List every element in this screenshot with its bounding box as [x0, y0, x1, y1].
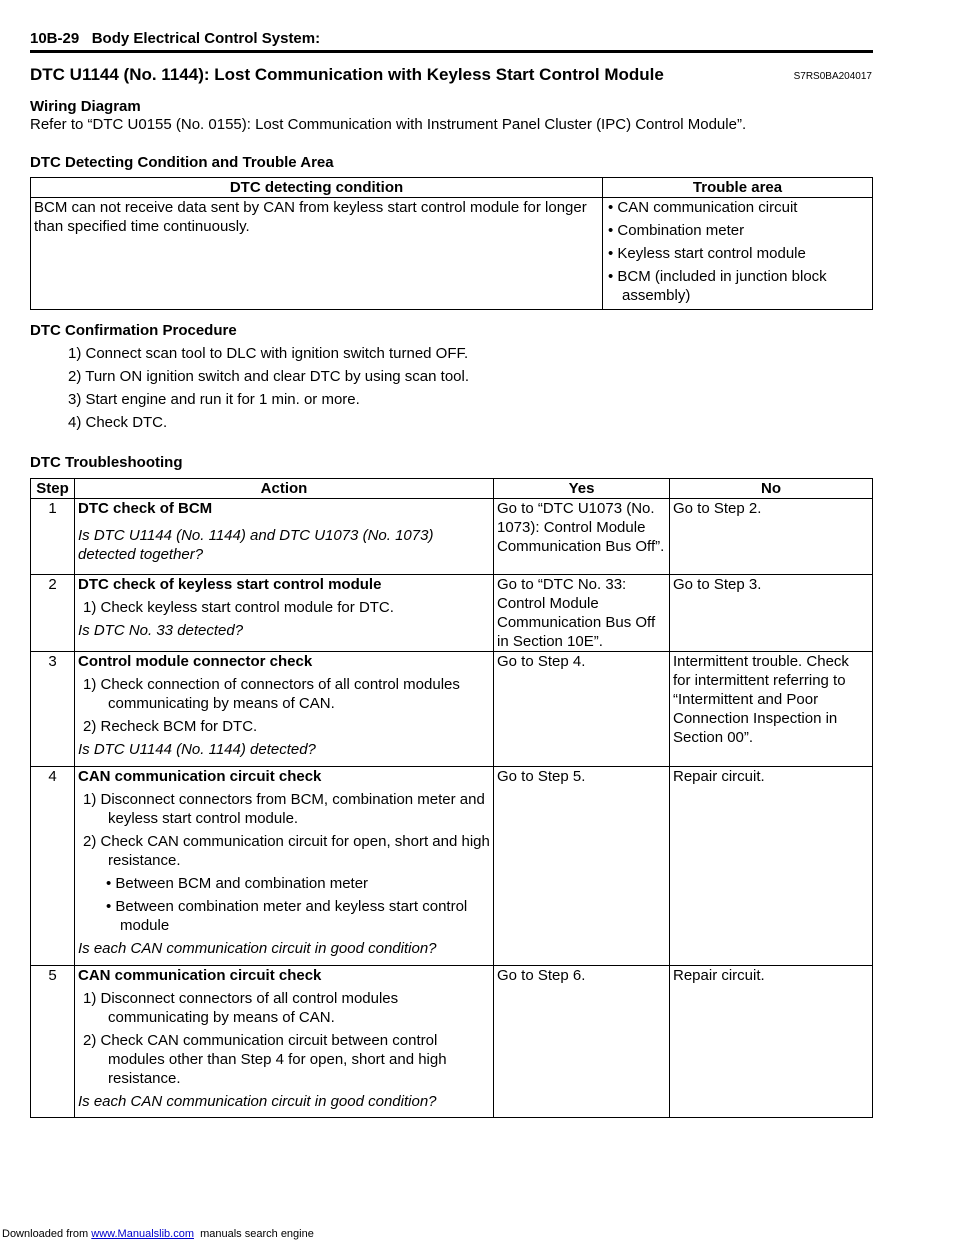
table-row — [31, 652, 873, 767]
step-question: Is DTC U1144 (No. 1144) and DTC U1073 (No. 1073) detected together? — [78, 527, 434, 563]
action-item: 1) Disconnect connectors from BCM, combination meter and keyless start control module. — [83, 791, 485, 827]
col-yes: Yes — [494, 479, 670, 499]
action-item: 2) Recheck BCM for DTC. — [83, 718, 258, 735]
yes-cell: Go to “DTC U1073 (No. 1073): Control Module Communication Bus Off”. — [494, 499, 670, 575]
trouble-areas — [603, 198, 873, 310]
step-number: 2 — [31, 575, 75, 652]
area-item: • CAN communication circuit — [608, 199, 798, 216]
troubleshooting-table — [30, 478, 873, 1118]
col-trouble-area: Trouble area — [603, 178, 873, 198]
table-row — [31, 499, 873, 575]
step-question: Is DTC No. 33 detected? — [78, 622, 244, 639]
confirmation-heading: DTC Confirmation Procedure — [30, 322, 237, 339]
table-row — [31, 767, 873, 966]
confirmation-step: 4) Check DTC. — [68, 414, 168, 431]
yes-cell: Go to Step 5. — [494, 767, 670, 966]
dtc-code: S7RS0BA204017 — [793, 71, 872, 82]
action-cell — [75, 966, 494, 1118]
page-header — [30, 30, 320, 47]
action-item: 1) Check connection of connectors of all control modules communicating by means of CAN. — [83, 676, 460, 712]
action-item: 2) Check CAN communication circuit between control modules other than Step 4 for open, short and high resistance. — [83, 1032, 447, 1087]
yes-cell: Go to Step 6. — [494, 966, 670, 1118]
step-title: CAN communication circuit check — [78, 768, 322, 785]
step-title: DTC check of BCM — [78, 500, 213, 517]
step-number: 5 — [31, 966, 75, 1118]
confirmation-step: 3) Start engine and run it for 1 min. or more. — [68, 391, 360, 408]
step-number: 3 — [31, 652, 75, 767]
step-number: 4 — [31, 767, 75, 966]
header-rule — [30, 50, 873, 53]
wiring-heading: Wiring Diagram — [30, 98, 141, 115]
troubleshooting-heading: DTC Troubleshooting — [30, 454, 183, 471]
page-number: 10B-29 — [30, 30, 80, 47]
col-condition: DTC detecting condition — [31, 178, 603, 198]
action-cell — [75, 575, 494, 652]
table-row — [31, 575, 873, 652]
no-cell: Intermittent trouble. Check for intermittent referring to “Intermittent and Poor Connection Inspection in Section 00”. — [670, 652, 873, 767]
dtc-title: DTC U1144 (No. 1144): Lost Communication with Keyless Start Control Module — [30, 65, 664, 84]
col-action: Action — [75, 479, 494, 499]
yes-cell: Go to Step 4. — [494, 652, 670, 767]
yes-cell: Go to “DTC No. 33: Control Module Communication Bus Off in Section 10E”. — [494, 575, 670, 652]
action-cell — [75, 767, 494, 966]
confirmation-steps — [68, 345, 469, 437]
section-title: Body Electrical Control System: — [91, 30, 321, 47]
action-item: 2) Check CAN communication circuit for open, short and high resistance. — [83, 833, 490, 869]
confirmation-step: 2) Turn ON ignition switch and clear DTC by using scan tool. — [68, 368, 470, 385]
footer-prefix: Downloaded from — [2, 1228, 89, 1240]
area-item: • Keyless start control module — [608, 245, 806, 262]
col-no: No — [670, 479, 873, 499]
col-step: Step — [31, 479, 75, 499]
step-title: CAN communication circuit check — [78, 967, 322, 984]
wiring-text: Refer to “DTC U0155 (No. 0155): Lost Communication with Instrument Panel Cluster (IPC) Control Module”. — [30, 116, 747, 133]
no-cell: Repair circuit. — [670, 966, 873, 1118]
condition-table — [30, 177, 873, 310]
confirmation-step: 1) Connect scan tool to DLC with ignition switch turned OFF. — [68, 345, 469, 362]
no-cell: Go to Step 2. — [670, 499, 873, 575]
action-item: 1) Disconnect connectors of all control modules communicating by means of CAN. — [83, 990, 399, 1026]
action-cell — [75, 652, 494, 767]
action-subitem: • Between combination meter and keyless start control module — [106, 898, 468, 934]
step-question: Is DTC U1144 (No. 1144) detected? — [78, 741, 316, 758]
step-question: Is each CAN communication circuit in good condition? — [78, 940, 437, 957]
action-subitem: • Between BCM and combination meter — [106, 875, 369, 892]
action-cell — [75, 499, 494, 575]
no-cell: Go to Step 3. — [670, 575, 873, 652]
table-row — [31, 966, 873, 1118]
action-item: 1) Check keyless start control module for DTC. — [83, 599, 394, 616]
step-question: Is each CAN communication circuit in good condition? — [78, 1093, 437, 1110]
step-title: Control module connector check — [78, 653, 313, 670]
condition-heading: DTC Detecting Condition and Trouble Area — [30, 154, 334, 171]
footer — [2, 1228, 314, 1240]
step-title: DTC check of keyless start control module — [78, 576, 382, 593]
area-item: • Combination meter — [608, 222, 745, 239]
area-item: • BCM (included in junction block assembly) — [608, 268, 827, 304]
footer-suffix: manuals search engine — [200, 1228, 314, 1240]
step-number: 1 — [31, 499, 75, 575]
condition-text: BCM can not receive data sent by CAN from keyless start control module for longer than specified time continuously. — [31, 198, 603, 310]
manualslib-link[interactable]: www.Manualslib.com — [91, 1228, 194, 1240]
no-cell: Repair circuit. — [670, 767, 873, 966]
